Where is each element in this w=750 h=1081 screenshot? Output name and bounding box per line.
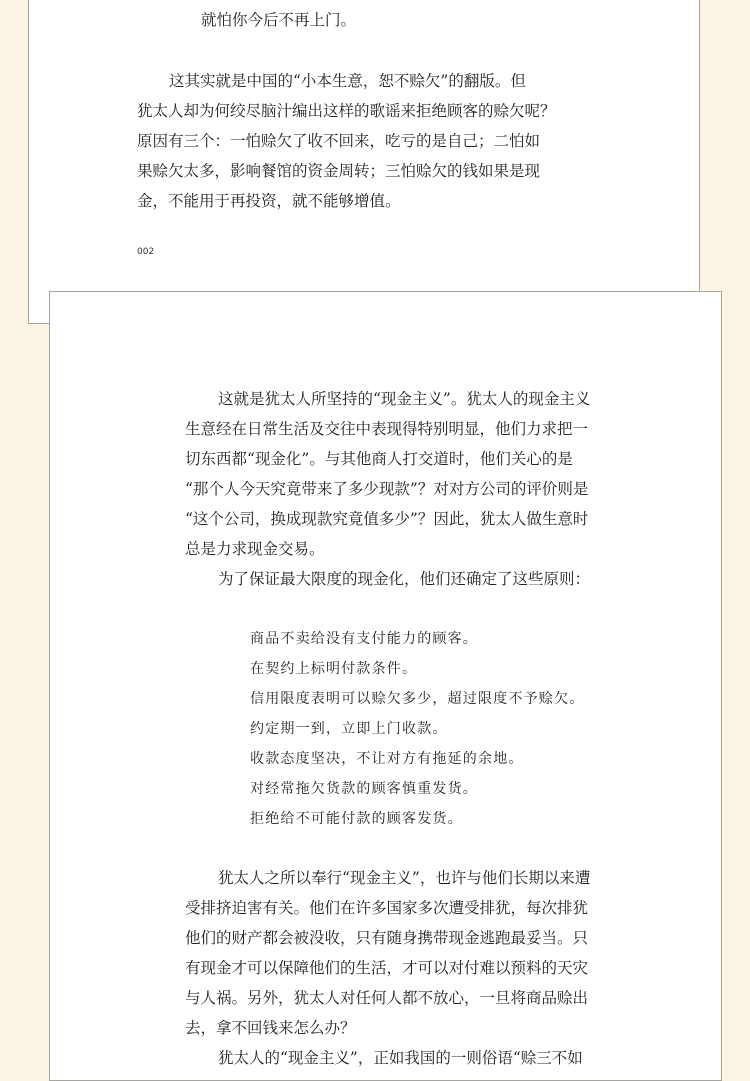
previous-page bbox=[28, 0, 700, 324]
text-line: 金，不能用于再投资，就不能够增值。 bbox=[137, 192, 401, 210]
text-line: 为了保证最大限度的现金化，他们还确定了这些原则： bbox=[218, 570, 591, 588]
text-line: 这就是犹太人所坚持的“现金主义”。犹太人的现金主义 bbox=[218, 390, 591, 408]
text-line: 犹太人的“现金主义”，正如我国的一则俗语“赊三不如 bbox=[218, 1049, 583, 1067]
text-line: 受排挤迫害有关。他们在许多国家多次遭受排犹，每次排犹 bbox=[185, 899, 589, 917]
list-item: 对经常拖欠货款的顾客慎重发货。 bbox=[250, 781, 478, 797]
text-line: 与人祸。另外，犹太人对任何人都不放心，一旦将商品赊出 bbox=[185, 989, 589, 1007]
list-item: 约定期一到，立即上门收款。 bbox=[250, 721, 448, 737]
text-line: 去，拿不回钱来怎么办？ bbox=[185, 1019, 356, 1037]
text-line: 这其实就是中国的“小本生意，恕不赊欠”的翻版。但 bbox=[169, 72, 526, 90]
text-line: 总是力求现金交易。 bbox=[185, 540, 325, 558]
text-line: 生意经在日常生活及交往中表现得特别明显，他们力求把一 bbox=[185, 420, 589, 438]
text-line: 原因有三个：一怕赊欠了收不回来，吃亏的是自己；二怕如 bbox=[137, 132, 541, 150]
list-item: 信用限度表明可以赊欠多少，超过限度不予赊欠。 bbox=[250, 691, 585, 707]
text-line: 切东西都“现金化”。与其他商人打交道时，他们关心的是 bbox=[185, 450, 573, 468]
list-item: 在契约上标明付款条件。 bbox=[250, 661, 418, 677]
list-item: 收款态度坚决，不让对方有拖延的余地。 bbox=[250, 751, 524, 767]
list-item: 拒绝给不可能付款的顾客发货。 bbox=[250, 811, 463, 827]
current-page bbox=[49, 291, 722, 1081]
text-line: “这个公司，换成现款究竟值多少”？因此，犹太人做生意时 bbox=[185, 510, 589, 528]
text-line: 有现金才可以保障他们的生活，才可以对付难以预料的天灾 bbox=[185, 959, 589, 977]
text-line: 他们的财产都会被没收，只有随身携带现金逃跑最妥当。只 bbox=[185, 929, 589, 947]
text-line: 果赊欠太多，影响餐馆的资金周转；三怕赊欠的钱如果是现 bbox=[137, 162, 541, 180]
page-number: 002 bbox=[137, 247, 155, 257]
text-line: 犹太人却为何绞尽脑汁编出这样的歌谣来拒绝顾客的赊欠呢？ bbox=[137, 102, 556, 120]
list-item: 商品不卖给没有支付能力的顾客。 bbox=[250, 631, 478, 647]
text-line: 犹太人之所以奉行“现金主义”，也许与他们长期以来遭 bbox=[218, 869, 591, 887]
text-line: “那个人今天究竟带来了多少现款”？对对方公司的评价则是 bbox=[185, 480, 589, 498]
text-line: 就怕你今后不再上门。 bbox=[201, 11, 357, 29]
